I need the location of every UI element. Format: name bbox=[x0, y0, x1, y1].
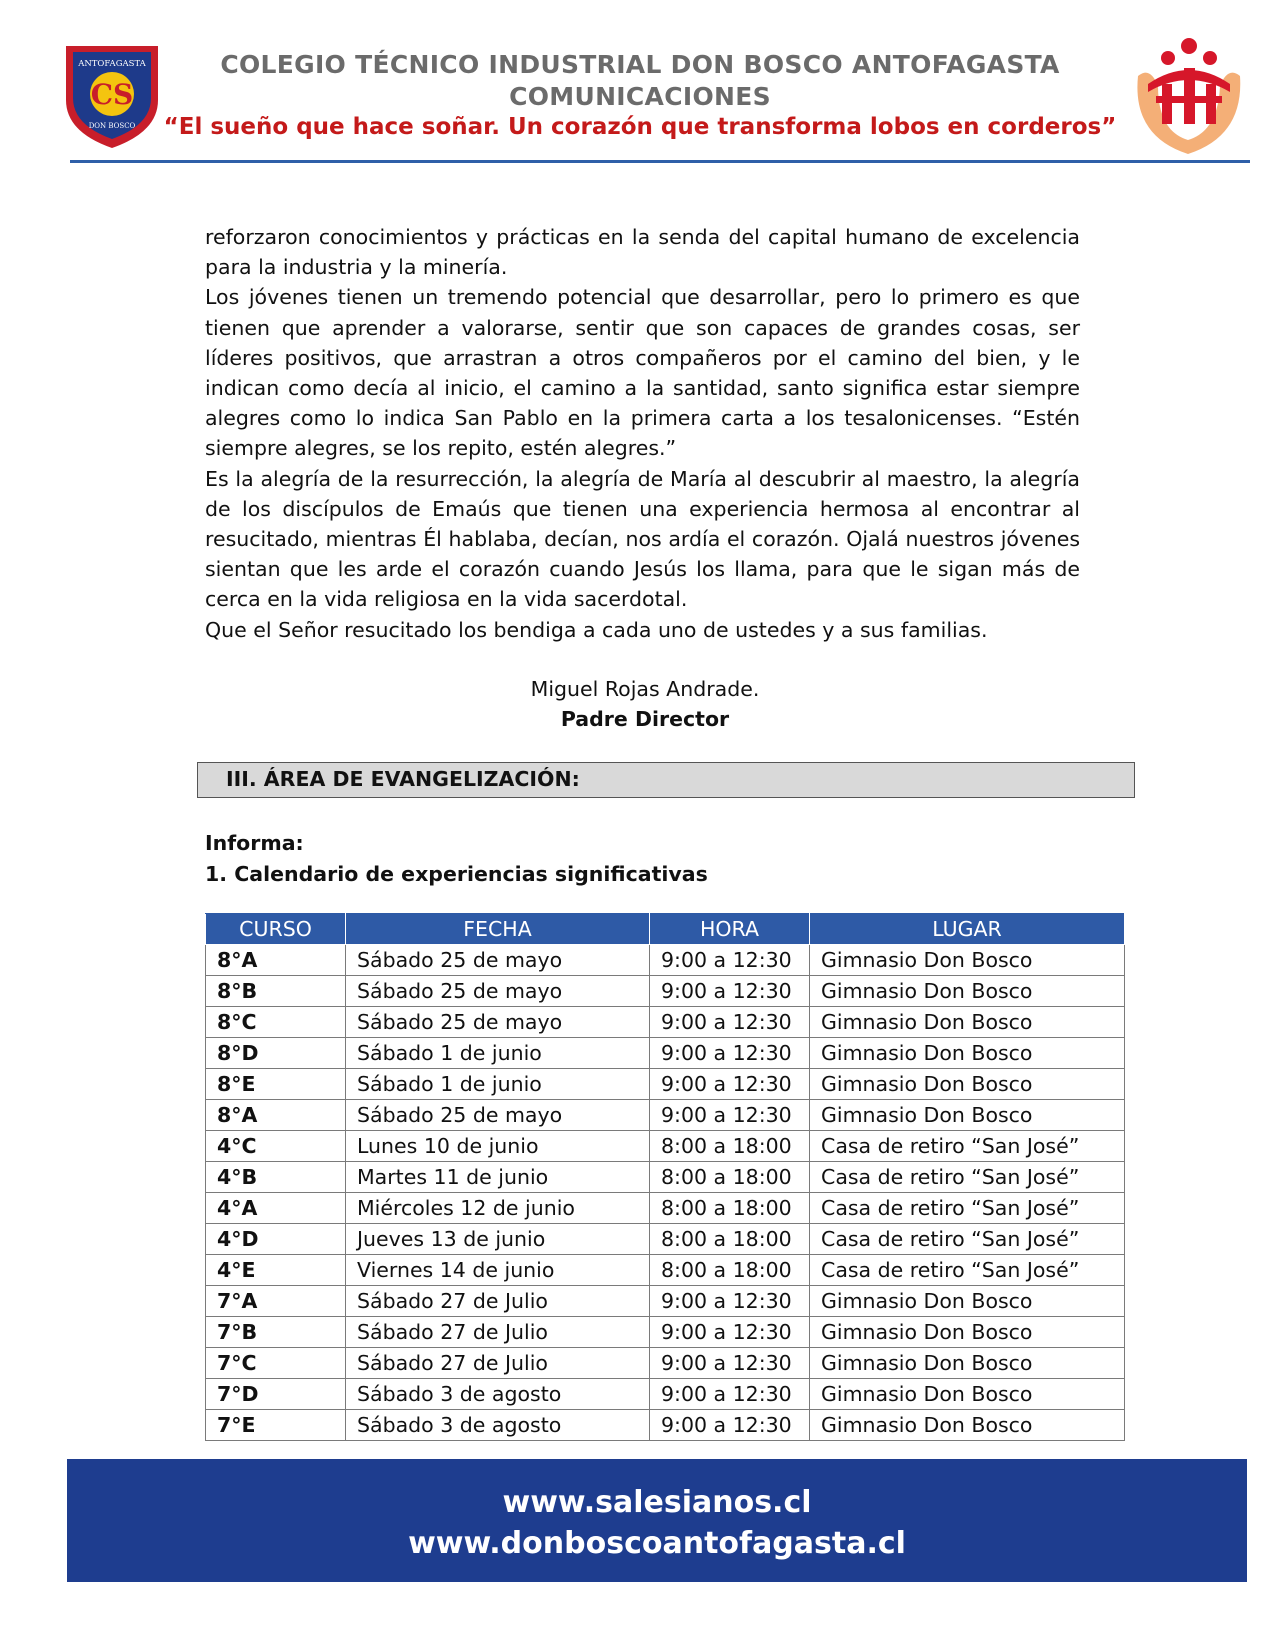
cell-curso: 8°D bbox=[206, 1038, 346, 1069]
cell-fecha: Martes 11 de junio bbox=[346, 1162, 650, 1193]
cell-lugar: Gimnasio Don Bosco bbox=[810, 1038, 1125, 1069]
column-header-fecha: FECHA bbox=[346, 914, 650, 945]
cell-curso: 8°C bbox=[206, 1007, 346, 1038]
crest-text-top: ANTOFAGASTA bbox=[78, 59, 146, 69]
cell-fecha: Sábado 25 de mayo bbox=[346, 1007, 650, 1038]
cell-hora: 9:00 a 12:30 bbox=[650, 1007, 810, 1038]
schedule-table bbox=[205, 913, 1125, 1441]
cell-curso: 7°E bbox=[206, 1410, 346, 1441]
cell-hora: 9:00 a 12:30 bbox=[650, 1348, 810, 1379]
header-divider bbox=[70, 160, 1250, 163]
footer-url-salesianos[interactable]: www.salesianos.cl bbox=[502, 1485, 812, 1520]
cell-fecha: Sábado 27 de Julio bbox=[346, 1348, 650, 1379]
cell-curso: 4°D bbox=[206, 1224, 346, 1255]
paragraph: reforzaron conocimientos y prácticas en la senda del capital humano de excelencia para la industria y la minería. bbox=[205, 225, 1080, 280]
table-header-row bbox=[206, 914, 1125, 945]
cell-hora: 9:00 a 12:30 bbox=[650, 1069, 810, 1100]
table-row bbox=[206, 1317, 1125, 1348]
cell-hora: 8:00 a 18:00 bbox=[650, 1224, 810, 1255]
cell-lugar: Gimnasio Don Bosco bbox=[810, 1317, 1125, 1348]
letter-body bbox=[205, 222, 1080, 645]
cell-curso: 7°C bbox=[206, 1348, 346, 1379]
section-heading: III. ÁREA DE EVANGELIZACIÓN: bbox=[226, 767, 580, 791]
cell-lugar: Gimnasio Don Bosco bbox=[810, 1100, 1125, 1131]
cell-curso: 4°B bbox=[206, 1162, 346, 1193]
list-item-calendar: 1. Calendario de experiencias significativas bbox=[205, 862, 708, 886]
table-row bbox=[206, 1038, 1125, 1069]
cell-hora: 9:00 a 12:30 bbox=[650, 1038, 810, 1069]
table-row bbox=[206, 1255, 1125, 1286]
cell-curso: 7°B bbox=[206, 1317, 346, 1348]
cell-fecha: Sábado 1 de junio bbox=[346, 1038, 650, 1069]
cell-curso: 7°D bbox=[206, 1379, 346, 1410]
footer-banner bbox=[67, 1459, 1247, 1582]
cell-curso: 4°C bbox=[206, 1131, 346, 1162]
salesian-family-logo bbox=[1128, 36, 1250, 156]
table-row bbox=[206, 1286, 1125, 1317]
column-header-hora: HORA bbox=[650, 914, 810, 945]
cell-hora: 8:00 a 18:00 bbox=[650, 1255, 810, 1286]
cell-fecha: Sábado 3 de agosto bbox=[346, 1379, 650, 1410]
cell-lugar: Gimnasio Don Bosco bbox=[810, 976, 1125, 1007]
signature-name: Miguel Rojas Andrade. bbox=[530, 677, 760, 701]
cell-lugar: Gimnasio Don Bosco bbox=[810, 1410, 1125, 1441]
table-row bbox=[206, 1131, 1125, 1162]
table-row bbox=[206, 1410, 1125, 1441]
cell-curso: 4°A bbox=[206, 1193, 346, 1224]
cell-hora: 8:00 a 18:00 bbox=[650, 1131, 810, 1162]
cell-fecha: Lunes 10 de junio bbox=[346, 1131, 650, 1162]
cell-fecha: Miércoles 12 de junio bbox=[346, 1193, 650, 1224]
department-name: COMUNICACIONES bbox=[509, 82, 771, 111]
cell-hora: 8:00 a 18:00 bbox=[650, 1193, 810, 1224]
cell-hora: 9:00 a 12:30 bbox=[650, 1410, 810, 1441]
cell-curso: 4°E bbox=[206, 1255, 346, 1286]
cell-curso: 8°B bbox=[206, 976, 346, 1007]
cell-hora: 9:00 a 12:30 bbox=[650, 1379, 810, 1410]
column-header-lugar: LUGAR bbox=[810, 914, 1125, 945]
cell-hora: 8:00 a 18:00 bbox=[650, 1162, 810, 1193]
footer-url-donbosco[interactable]: www.donboscoantofagasta.cl bbox=[408, 1526, 906, 1561]
cell-fecha: Sábado 25 de mayo bbox=[346, 976, 650, 1007]
crest-monogram: CS bbox=[90, 78, 134, 111]
table-row bbox=[206, 945, 1125, 976]
cell-lugar: Gimnasio Don Bosco bbox=[810, 945, 1125, 976]
cell-lugar: Casa de retiro “San José” bbox=[810, 1162, 1125, 1193]
cell-lugar: Gimnasio Don Bosco bbox=[810, 1007, 1125, 1038]
cell-lugar: Gimnasio Don Bosco bbox=[810, 1348, 1125, 1379]
paragraph: Que el Señor resucitado los bendiga a cada uno de ustedes y a sus familias. bbox=[205, 617, 988, 642]
cell-lugar: Casa de retiro “San José” bbox=[810, 1193, 1125, 1224]
cell-fecha: Sábado 27 de Julio bbox=[346, 1286, 650, 1317]
school-motto: “El sueño que hace soñar. Un corazón que transforma lobos en corderos” bbox=[163, 114, 1117, 140]
table-row bbox=[206, 1007, 1125, 1038]
cell-fecha: Viernes 14 de junio bbox=[346, 1255, 650, 1286]
cell-hora: 9:00 a 12:30 bbox=[650, 1317, 810, 1348]
cell-lugar: Gimnasio Don Bosco bbox=[810, 1379, 1125, 1410]
table-row bbox=[206, 1100, 1125, 1131]
cell-lugar: Gimnasio Don Bosco bbox=[810, 1069, 1125, 1100]
paragraph: Los jóvenes tienen un tremendo potencial que desarrollar, pero lo primero es que tienen que aprender a valorarse, sentir que son capaces de grandes cosas, ser líderes positivos, que arrastran a otros compañeros por el camino del bien, y le indican como decía al inicio, el camino a la santidad, santo significa estar siempre alegres como lo indica San Pablo en la primera carta a los tesalonicenses. “Estén siempre alegres, se los repito, estén alegres.” bbox=[205, 285, 1080, 461]
paragraph: Es la alegría de la resurrección, la alegría de María al descubrir al maestro, la alegría de los discípulos de Emaús que tienen una experiencia hermosa al encontrar al resucitado, mientras Él hablaba, decían, nos ardía el corazón. Ojalá nuestros jóvenes sientan que les arde el corazón cuando Jesús los llama, para que le sigan más de cerca en la vida religiosa en la vida sacerdotal. bbox=[205, 466, 1080, 612]
cell-lugar: Gimnasio Don Bosco bbox=[810, 1286, 1125, 1317]
table-row bbox=[206, 1224, 1125, 1255]
cell-curso: 8°A bbox=[206, 945, 346, 976]
school-name: COLEGIO TÉCNICO INDUSTRIAL DON BOSCO ANTOFAGASTA bbox=[220, 50, 1060, 79]
table-row bbox=[206, 1348, 1125, 1379]
section-heading-box bbox=[197, 762, 1135, 798]
cell-fecha: Jueves 13 de junio bbox=[346, 1224, 650, 1255]
column-header-curso: CURSO bbox=[206, 914, 346, 945]
cell-fecha: Sábado 27 de Julio bbox=[346, 1317, 650, 1348]
cell-hora: 9:00 a 12:30 bbox=[650, 976, 810, 1007]
cell-hora: 9:00 a 12:30 bbox=[650, 945, 810, 976]
table-row bbox=[206, 976, 1125, 1007]
table-row bbox=[206, 1162, 1125, 1193]
cell-curso: 8°A bbox=[206, 1100, 346, 1131]
table-row bbox=[206, 1069, 1125, 1100]
cell-lugar: Casa de retiro “San José” bbox=[810, 1131, 1125, 1162]
cell-fecha: Sábado 1 de junio bbox=[346, 1069, 650, 1100]
cell-lugar: Casa de retiro “San José” bbox=[810, 1255, 1125, 1286]
cell-curso: 8°E bbox=[206, 1069, 346, 1100]
school-crest-logo bbox=[62, 40, 162, 152]
cell-fecha: Sábado 25 de mayo bbox=[346, 945, 650, 976]
cell-lugar: Casa de retiro “San José” bbox=[810, 1224, 1125, 1255]
cell-curso: 7°A bbox=[206, 1286, 346, 1317]
cell-fecha: Sábado 25 de mayo bbox=[346, 1100, 650, 1131]
cell-hora: 9:00 a 12:30 bbox=[650, 1286, 810, 1317]
crest-text-bottom: DON BOSCO bbox=[88, 122, 136, 130]
cell-fecha: Sábado 3 de agosto bbox=[346, 1410, 650, 1441]
informa-label: Informa: bbox=[205, 831, 304, 855]
signature-title: Padre Director bbox=[560, 707, 730, 731]
cell-hora: 9:00 a 12:30 bbox=[650, 1100, 810, 1131]
table-row bbox=[206, 1379, 1125, 1410]
table-row bbox=[206, 1193, 1125, 1224]
